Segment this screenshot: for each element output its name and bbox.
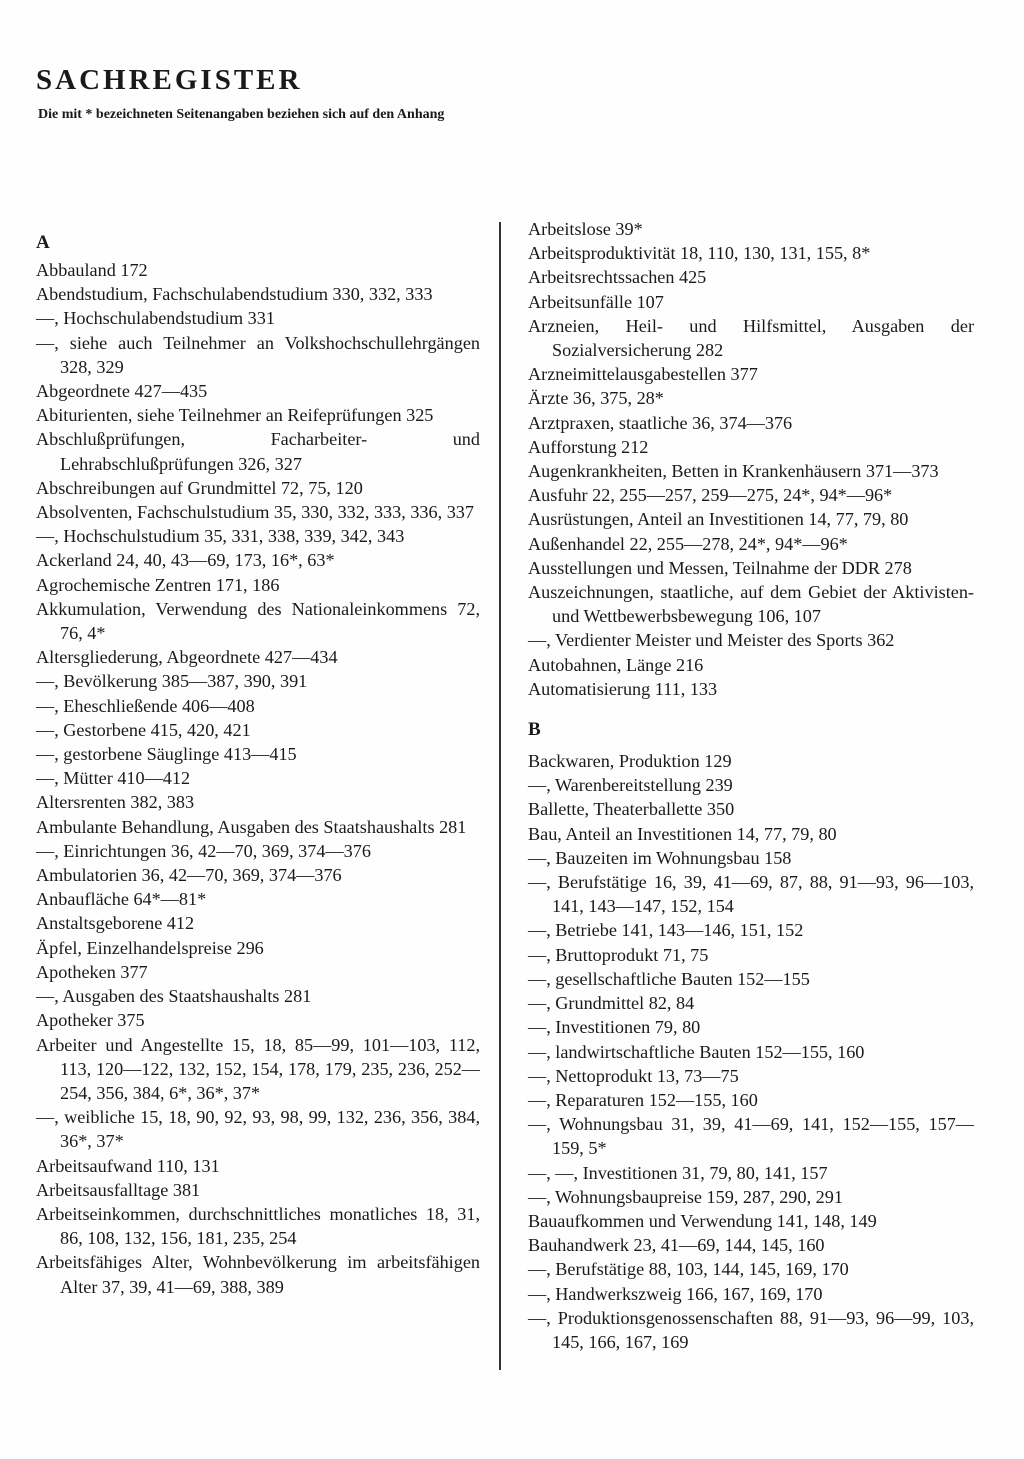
index-entry: —, Verdienter Meister und Meister des Sports 362 [528, 630, 895, 651]
index-entry: Äpfel, Einzelhandelspreise 296 [36, 937, 264, 958]
index-entry: Arzneimittelausgabestellen 377 [528, 364, 758, 385]
index-entry: —, gesellschaftliche Bauten 152—155 [528, 968, 810, 989]
index-entry: Absolventen, Fachschulstudium 35, 330, 332, 333, 336, 337 [36, 502, 474, 523]
index-entry: —, Reparaturen 152—155, 160 [528, 1089, 758, 1110]
index-entry: Arbeitseinkommen, durchschnittliches monatliches 18, 31, 86, 108, 132, 156, 181, 235, 254 [36, 1203, 480, 1249]
section-letter-a: A [36, 232, 50, 253]
index-entry: —, Hochschulstudium 35, 331, 338, 339, 342, 343 [36, 526, 405, 547]
column-divider [499, 222, 501, 1370]
index-entry: —, Investitionen 79, 80 [528, 1017, 701, 1038]
index-entry: Altersgliederung, Abgeordnete 427—434 [36, 647, 338, 668]
index-entry: Abgeordnete 427—435 [36, 381, 208, 402]
index-entry: —, siehe auch Teilnehmer an Volkshochschullehrgängen 328, 329 [36, 332, 480, 377]
index-entry: —, Mütter 410—412 [36, 768, 191, 789]
index-entry: Arbeitsrechtssachen 425 [528, 267, 707, 288]
index-entry: Arbeitsproduktivität 18, 110, 130, 131, 155, 8* [528, 243, 871, 264]
index-entry: Auszeichnungen, staatliche, auf dem Gebiet der Aktivisten- und Wettbewerbsbewegung 106, 107 [528, 582, 974, 627]
index-entry: Arbeitsausfalltage 381 [36, 1179, 201, 1200]
index-entry: —, Einrichtungen 36, 42—70, 369, 374—376 [36, 840, 371, 861]
index-entry: —, Grundmittel 82, 84 [528, 993, 695, 1014]
index-entry: Ambulatorien 36, 42—70, 369, 374—376 [36, 865, 342, 886]
index-entry: Abschlußprüfungen, Facharbeiter- und Lehrabschlußprüfungen 326, 327 [36, 429, 480, 474]
index-entry: Abschreibungen auf Grundmittel 72, 75, 120 [36, 477, 363, 498]
index-entry: —, Hochschulabendstudium 331 [36, 308, 275, 329]
index-entry: —, Nettoprodukt 13, 73—75 [528, 1065, 739, 1086]
index-entry: Arbeiter und Angestellte 15, 18, 85—99, 101—103, 112, 113, 120—122, 132, 152, 154, 178, 179, 235, 236, 252—254, 356, 384, 6*, 36*, 37* [36, 1034, 480, 1103]
index-entry: —, weibliche 15, 18, 90, 92, 93, 98, 99, 132, 236, 356, 384, 36*, 37* [36, 1107, 480, 1152]
index-entry: Außenhandel 22, 255—278, 24*, 94*—96* [528, 533, 848, 554]
index-entry: Apotheker 375 [36, 1010, 145, 1031]
index-column-left [36, 230, 480, 1299]
index-entry: —, Wohnungsbau 31, 39, 41—69, 141, 152—155, 157—159, 5* [528, 1114, 974, 1159]
index-entry: Altersrenten 382, 383 [36, 792, 195, 813]
index-entry: —, Warenbereitstellung 239 [528, 775, 733, 796]
index-entry: Arztpraxen, staatliche 36, 374—376 [528, 412, 793, 433]
index-entry: —, gestorbene Säuglinge 413—415 [36, 744, 297, 765]
index-entry: —, Berufstätige 88, 103, 144, 145, 169, 170 [528, 1259, 849, 1280]
index-entry: —, Bruttoprodukt 71, 75 [528, 944, 709, 965]
index-entry: Augenkrankheiten, Betten in Krankenhäusern 371—373 [528, 461, 939, 482]
index-entry: Automatisierung 111, 133 [528, 678, 718, 699]
index-entry: Ackerland 24, 40, 43—69, 173, 16*, 63* [36, 550, 335, 571]
index-entry: Ausstellungen und Messen, Teilnahme der DDR 278 [528, 557, 912, 578]
index-column-right [528, 217, 974, 1354]
index-entry: Ballette, Theaterballette 350 [528, 799, 735, 820]
index-entry: Ausrüstungen, Anteil an Investitionen 14, 77, 79, 80 [528, 509, 909, 530]
index-entry: —, Eheschließende 406—408 [36, 695, 255, 716]
index-entry: Arbeitsaufwand 110, 131 [36, 1155, 220, 1176]
index-entry: Arbeitsfähiges Alter, Wohnbevölkerung im arbeitsfähigen Alter 37, 39, 41—69, 388, 389 [36, 1252, 480, 1297]
index-entry: Anstaltsgeborene 412 [36, 913, 195, 934]
index-entry: Aufforstung 212 [528, 436, 649, 457]
page-title: SACHREGISTER [36, 64, 303, 96]
entry-list-left [36, 258, 480, 1299]
index-entry: Anbaufläche 64*—81* [36, 889, 207, 910]
index-entry: Ärzte 36, 375, 28* [528, 388, 664, 409]
index-entry: Backwaren, Produktion 129 [528, 751, 732, 772]
index-entry: —, Bauzeiten im Wohnungsbau 158 [528, 847, 792, 868]
index-entry: Arbeitsunfälle 107 [528, 291, 664, 312]
index-entry: —, Wohnungsbaupreise 159, 287, 290, 291 [528, 1186, 843, 1207]
index-entry: Bauhandwerk 23, 41—69, 144, 145, 160 [528, 1235, 825, 1256]
index-entry: —, Betriebe 141, 143—146, 151, 152 [528, 920, 804, 941]
index-entry: Autobahnen, Länge 216 [528, 654, 704, 675]
index-entry: Abbauland 172 [36, 260, 148, 280]
index-entry: —, Bevölkerung 385—387, 390, 391 [36, 671, 308, 692]
index-entry: —, Ausgaben des Staatshaushalts 281 [36, 986, 312, 1007]
index-entry: —, Handwerkszweig 166, 167, 169, 170 [528, 1283, 823, 1304]
index-entry: Apotheken 377 [36, 961, 148, 982]
index-entry: Abiturienten, siehe Teilnehmer an Reifeprüfungen 325 [36, 405, 434, 426]
index-entry: Agrochemische Zentren 171, 186 [36, 574, 280, 595]
index-entry: —, —, Investitionen 31, 79, 80, 141, 157 [528, 1162, 828, 1183]
index-entry: —, landwirtschaftliche Bauten 152—155, 160 [528, 1041, 865, 1062]
index-entry: —, Produktionsgenossenschaften 88, 91—93, 96—99, 103, 145, 166, 167, 169 [528, 1307, 974, 1352]
index-entry: Bau, Anteil an Investitionen 14, 77, 79, 80 [528, 823, 837, 844]
index-entry: —, Berufstätige 16, 39, 41—69, 87, 88, 91—93, 96—103, 141, 143—147, 152, 154 [528, 872, 974, 917]
index-entry: Abendstudium, Fachschulabendstudium 330, 332, 333 [36, 284, 433, 305]
entry-list-right-b [528, 749, 974, 1354]
page-subtitle: Die mit * bezeichneten Seitenangaben beziehen sich auf den Anhang [38, 107, 445, 122]
index-entry: Arbeitslose 39* [528, 219, 643, 239]
index-entry: Ambulante Behandlung, Ausgaben des Staatshaushalts 281 [36, 816, 467, 837]
entry-list-right-a [528, 217, 974, 701]
section-letter-b: B [528, 719, 541, 741]
index-entry: Arzneien, Heil- und Hilfsmittel, Ausgaben der Sozialversicherung 282 [528, 315, 974, 361]
index-entry: Bauaufkommen und Verwendung 141, 148, 149 [528, 1210, 877, 1231]
index-entry: Akkumulation, Verwendung des Nationaleinkommens 72, 76, 4* [36, 598, 480, 644]
index-entry: —, Gestorbene 415, 420, 421 [36, 719, 251, 740]
index-entry: Ausfuhr 22, 255—257, 259—275, 24*, 94*—96* [528, 485, 893, 506]
